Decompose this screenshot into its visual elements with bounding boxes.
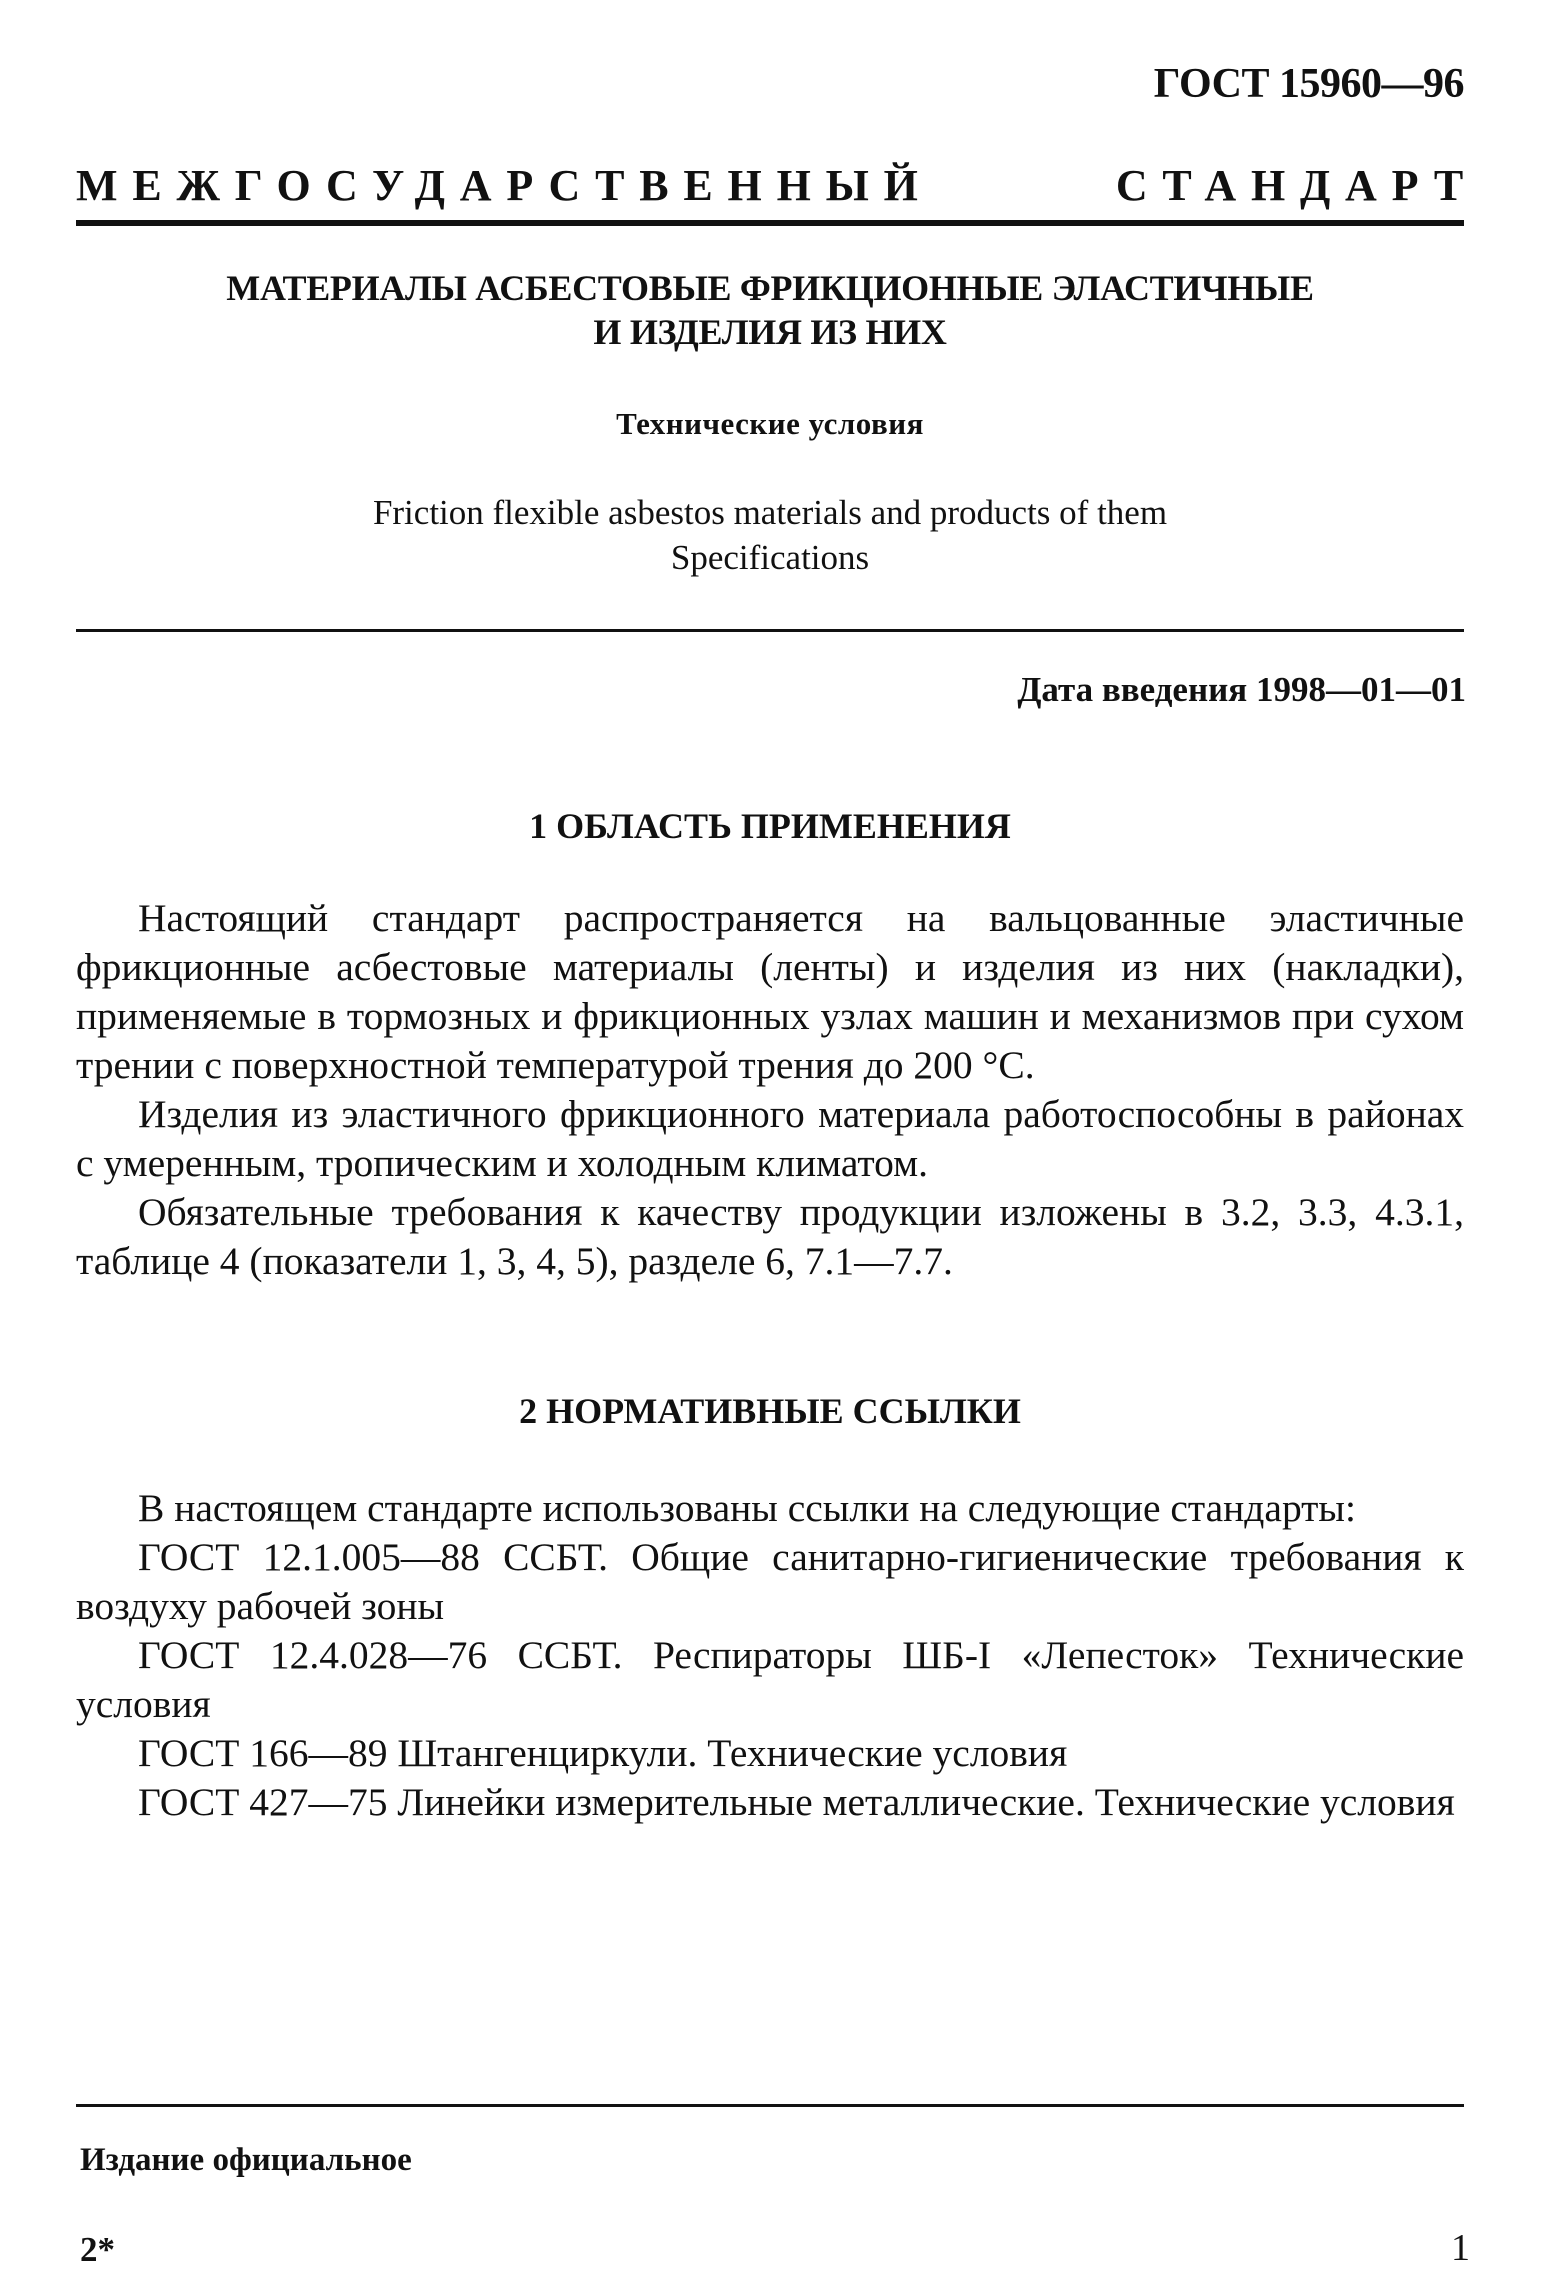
signature-mark: 2* — [80, 2230, 115, 2269]
section-1-paragraph: Изделия из эластичного фрикционного материала работоспособны в районах с умеренным, тропическим и холодным климатом. — [76, 1092, 1464, 1185]
title-rule — [76, 629, 1464, 632]
reference-item: ГОСТ 12.4.028—76 ССБТ. Респираторы ШБ-I «Лепесток» Технические условия — [76, 1633, 1464, 1726]
section-1-paragraph: Настоящий стандарт распространяется на вальцованные эластичные фрикционные асбестовые материалы (ленты) и изделия из них (накладки), применяемые в тормозных и фрикционных узлах машин и механизмов при сухом трении с поверхностной температурой трения до 200 °С. — [76, 896, 1464, 1087]
standard-type-word-standard: СТАНДАРТ — [1115, 161, 1478, 210]
reference-item: ГОСТ 427—75 Линейки измерительные металлические. Технические условия — [138, 1780, 1455, 1824]
page-number: 1 — [1451, 2227, 1470, 2269]
english-title — [76, 490, 1464, 580]
english-title-line1: Friction flexible asbestos materials and products of them — [372, 493, 1168, 532]
standard-type-word-interstate: МЕЖГОСУДАРСТВЕННЫЙ — [76, 161, 933, 210]
document-number: ГОСТ 15960—96 — [1153, 61, 1464, 107]
footer-rule — [76, 2104, 1464, 2107]
header-rule-thick — [76, 220, 1464, 226]
document-title-line1: МАТЕРИАЛЫ АСБЕСТОВЫЕ ФРИКЦИОННЫЕ ЭЛАСТИЧНЫЕ — [226, 268, 1314, 308]
reference-item: ГОСТ 12.1.005—88 ССБТ. Общие санитарно-гигиенические требования к воздуху рабочей зоны — [76, 1535, 1464, 1628]
standard-type-header — [76, 160, 1478, 220]
document-title-line2: И ИЗДЕЛИЯ ИЗ НИХ — [593, 312, 947, 352]
english-title-line2: Specifications — [670, 538, 870, 577]
section-2-intro: В настоящем стандарте использованы ссылки на следующие стандарты: — [138, 1486, 1356, 1530]
document-subtitle: Технические условия — [616, 406, 924, 441]
section-1-body — [76, 894, 1464, 1286]
reference-item: ГОСТ 166—89 Штангенциркули. Технические условия — [138, 1731, 1068, 1775]
section-2-body — [76, 1484, 1464, 1827]
introduction-date: Дата введения 1998—01—01 — [1017, 670, 1466, 709]
section-1-paragraph: Обязательные требования к качеству продукции изложены в 3.2, 3.3, 4.3.1, таблице 4 (показатели 1, 3, 4, 5), разделе 6, 7.1—7.7. — [76, 1190, 1464, 1283]
official-edition-label: Издание официальное — [80, 2142, 412, 2178]
document-title — [76, 266, 1464, 354]
section-2-heading: 2 НОРМАТИВНЫЕ ССЫЛКИ — [519, 1391, 1021, 1431]
section-1-heading: 1 ОБЛАСТЬ ПРИМЕНЕНИЯ — [529, 806, 1011, 846]
